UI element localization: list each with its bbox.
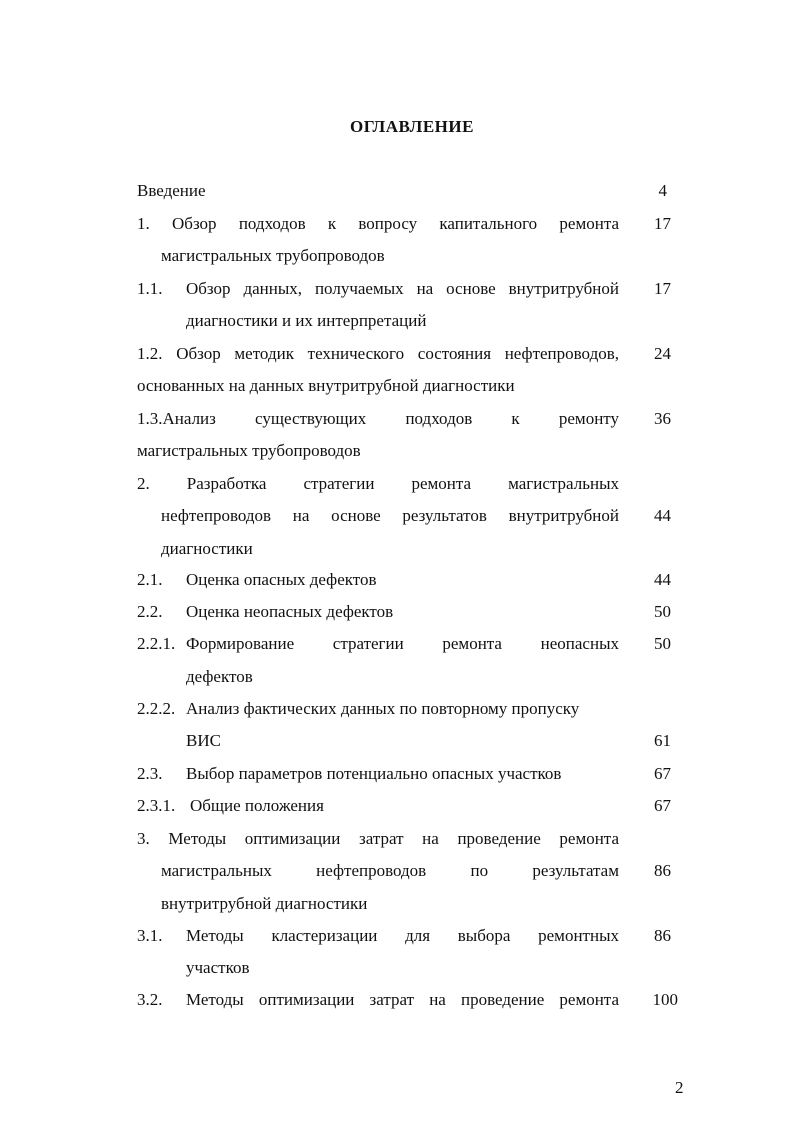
toc-entry-1-2[interactable]: 1.2. Обзор методик технического состояния нефтепроводов, [137,344,619,363]
toc-entry-2-2-number: 2.2. [137,602,163,621]
toc-page-number: 100 [652,990,678,1009]
toc-page-number: 86 [654,861,671,880]
toc-entry-3-1[interactable]: Методы кластеризации для выбора ремонтных [186,926,619,945]
toc-entry-3-1-cont: участков [186,958,250,977]
toc-entry-3-cont2: внутритрубной диагностики [161,894,368,913]
toc-entry-2-cont: нефтепроводов на основе результатов внутритрубной [161,506,619,525]
toc-page-number: 36 [654,409,671,428]
toc-entry-2-2-2[interactable]: Анализ фактических данных по повторному пропуску [186,699,580,718]
toc-entry-2-2-2-number: 2.2.2. [137,699,176,718]
toc-entry-1[interactable]: 1. Обзор подходов к вопросу капитального ремонта [137,214,619,233]
toc-entry-1-3-cont: магистральных трубопроводов [137,441,361,460]
toc-page-number: 67 [654,796,671,815]
toc-page-number: 44 [654,570,671,589]
toc-entry-1-1-cont: диагностики и их интерпретаций [186,311,427,330]
toc-entry-3-2-number: 3.2. [137,990,163,1009]
toc-entry-2-3[interactable]: Выбор параметров потенциально опасных участков [186,764,562,783]
toc-entry-2-2-1-cont: дефектов [186,667,253,686]
toc-entry-3-cont: магистральных нефтепроводов по результатам [161,861,619,880]
toc-entry-2-1-number: 2.1. [137,570,163,589]
toc-page-number: 67 [654,764,671,783]
page-number: 2 [675,1078,684,1097]
toc-page-number: 50 [654,602,671,621]
toc-entry-2-2-2-cont: ВИС [186,731,221,750]
toc-page-number: 17 [654,279,671,298]
toc-page-number: 44 [654,506,671,525]
toc-page-number: 50 [654,634,671,653]
toc-entry-1-1-number: 1.1. [137,279,163,298]
toc-entry-3-1-number: 3.1. [137,926,163,945]
toc-entry-2-1[interactable]: Оценка опасных дефектов [186,570,377,589]
toc-entry-3[interactable]: 3. Методы оптимизации затрат на проведение ремонта [137,829,619,848]
toc-page-number: 86 [654,926,671,945]
toc-page-number: 17 [654,214,671,233]
toc-entry-2-2-1[interactable]: Формирование стратегии ремонта неопасных [186,634,619,653]
toc-entry-1-3[interactable]: 1.3.Анализ существующих подходов к ремонту [137,409,619,428]
toc-page-number: 24 [654,344,671,363]
toc-page-number: 61 [654,731,671,750]
toc-title: ОГЛАВЛЕНИЕ [350,117,474,136]
toc-entry-2-cont2: диагностики [161,539,253,558]
toc-entry-1-2-cont: основанных на данных внутритрубной диагностики [137,376,515,395]
toc-entry-2-3-number: 2.3. [137,764,163,783]
toc-page-number: 4 [658,181,667,200]
toc-entry-3-2[interactable]: Методы оптимизации затрат на проведение ремонта [186,990,619,1009]
toc-entry-2-3-1-number: 2.3.1. [137,796,176,815]
toc-entry-2-3-1[interactable]: Общие положения [190,796,324,815]
toc-entry-introduction[interactable]: Введение [137,181,206,200]
toc-entry-2-2[interactable]: Оценка неопасных дефектов [186,602,394,621]
toc-entry-2-2-1-number: 2.2.1. [137,634,176,653]
toc-entry-1-1[interactable]: Обзор данных, получаемых на основе внутритрубной [186,279,619,298]
toc-entry-1-cont: магистральных трубопроводов [161,246,385,265]
toc-entry-2[interactable]: 2. Разработка стратегии ремонта магистральных [137,474,619,493]
